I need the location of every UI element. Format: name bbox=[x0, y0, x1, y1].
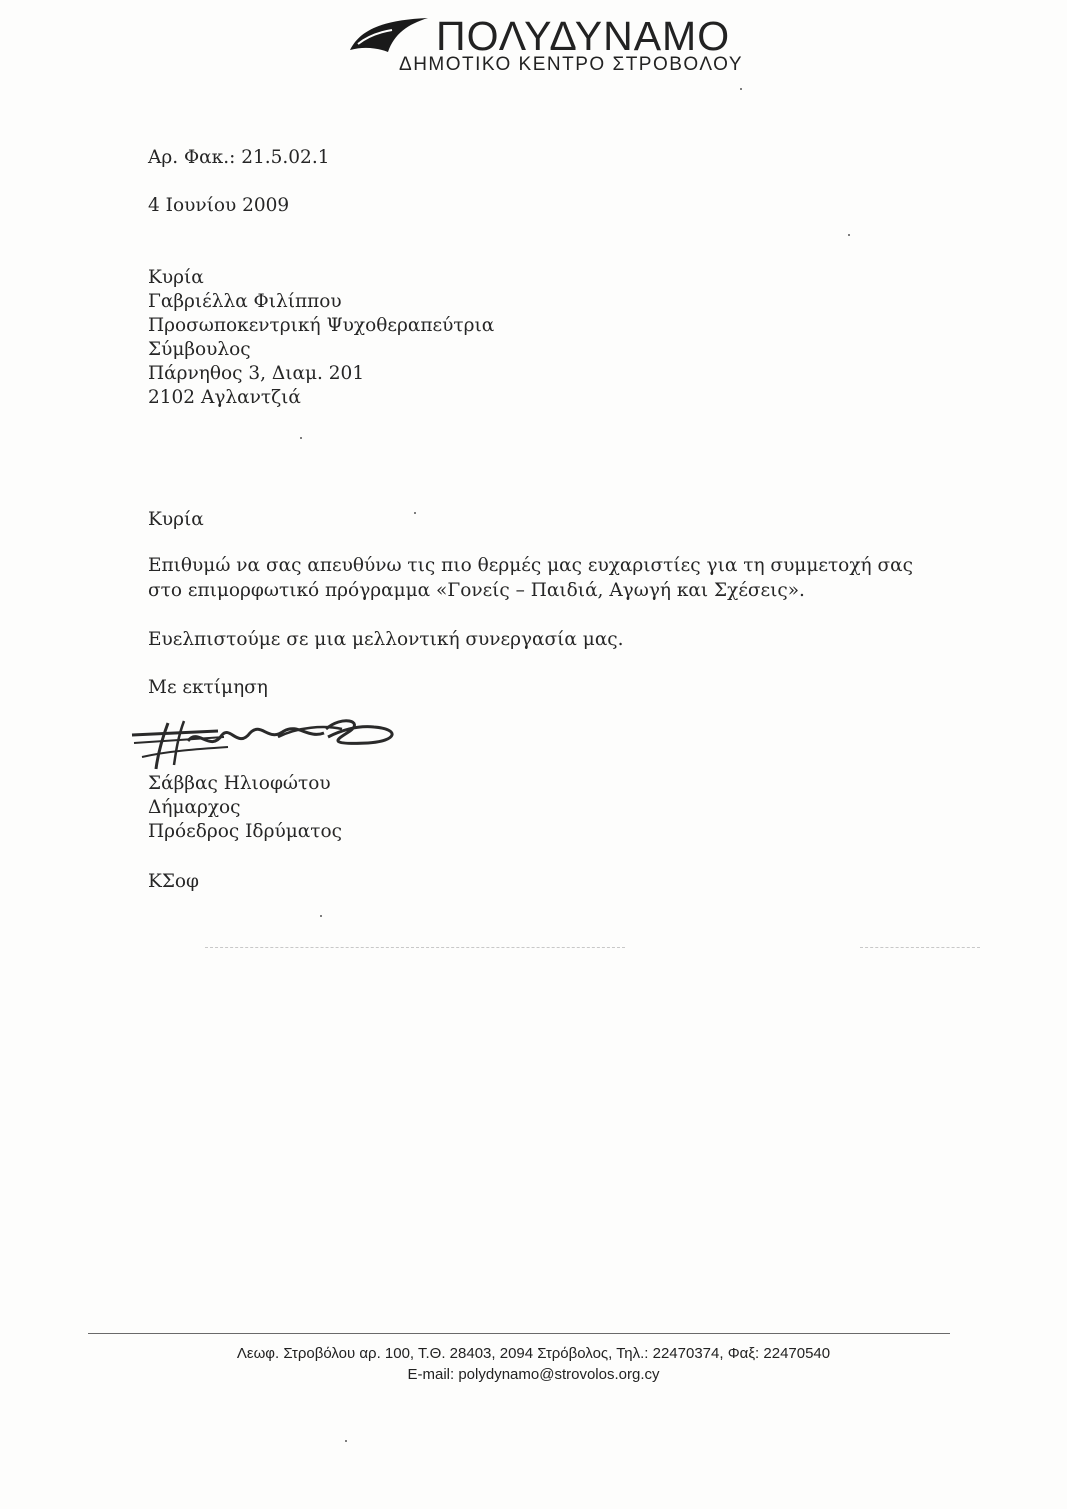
signatory-role: Πρόεδρος Ιδρύματος bbox=[148, 821, 342, 842]
recipient-title: Κυρία bbox=[148, 267, 204, 288]
footer-divider bbox=[88, 1333, 950, 1334]
footer-email: E-mail: polydynamo@strovolos.org.cy bbox=[407, 1366, 660, 1383]
letter-date: 4 Ιουνίου 2009 bbox=[148, 195, 290, 216]
recipient-city: 2102 Αγλαντζιά bbox=[148, 387, 301, 408]
salutation: Κυρία bbox=[148, 509, 204, 530]
scan-speck bbox=[414, 512, 416, 514]
signatory-name: Σάββας Ηλιοφώτου bbox=[148, 773, 331, 794]
recipient-role-secondary: Σύμβουλος bbox=[148, 339, 251, 360]
recipient-role: Προσωποκεντρική Ψυχοθεραπεύτρια bbox=[148, 315, 495, 336]
scan-speck bbox=[345, 1440, 347, 1442]
closing: Με εκτίμηση bbox=[148, 677, 268, 698]
recipient-address: Πάρνηθος 3, Διαμ. 201 bbox=[148, 363, 365, 384]
scan-speck bbox=[320, 915, 322, 917]
scan-artifact-line bbox=[205, 947, 625, 949]
scan-speck bbox=[740, 88, 742, 90]
scan-artifact-line bbox=[860, 947, 980, 949]
scan-speck bbox=[848, 234, 850, 236]
organization-subtitle: ΔΗΜΟΤΙΚΟ ΚΕΝΤΡΟ ΣΤΡΟΒΟΛΟΥ bbox=[399, 54, 743, 75]
footer-address: Λεωφ. Στροβόλου αρ. 100, Τ.Θ. 28403, 2094 Στρόβολος, Τηλ.: 22470374, Φαξ: 22470540 bbox=[236, 1345, 831, 1362]
scan-speck bbox=[300, 437, 302, 439]
file-reference: Αρ. Φακ.: 21.5.02.1 bbox=[148, 147, 330, 168]
body-paragraph: Ευελπιστούμε σε μια μελλοντική συνεργασία μας. bbox=[148, 629, 624, 650]
polydynamo-logo-icon bbox=[342, 14, 432, 58]
signature-icon bbox=[128, 713, 400, 775]
organization-name: ΠΟΛΥΔΥΝΑΜΟ bbox=[436, 13, 731, 59]
recipient-name: Γαβριέλλα Φιλίππου bbox=[148, 291, 342, 312]
typist-initials: ΚΣοφ bbox=[148, 871, 199, 892]
signatory-title: Δήμαρχος bbox=[148, 797, 241, 818]
body-paragraph: Επιθυμώ να σας απευθύνω τις πιο θερμές μας ευχαριστίες για τη συμμετοχή σας στο επιμορφωτικό πρόγραμμα «Γονείς – Παιδιά, Αγωγή και Σχέσεις». bbox=[148, 555, 913, 601]
